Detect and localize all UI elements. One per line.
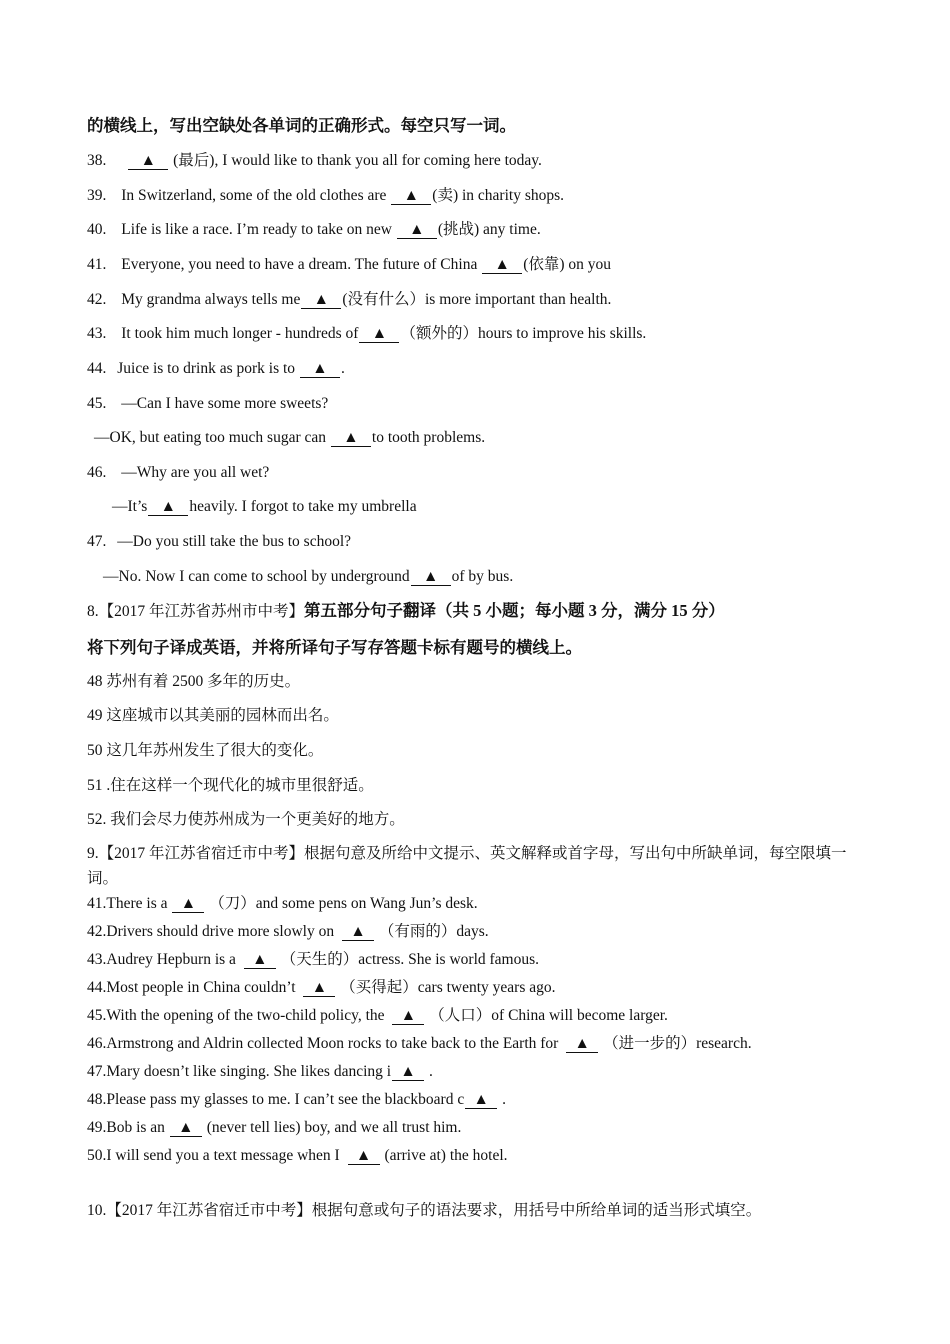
question-text-after: (没有什么）is more important than health. (342, 291, 612, 308)
question-text-after: (依靠) on you (523, 256, 612, 273)
question-39 (87, 186, 564, 206)
question-46 (87, 463, 269, 483)
question-number: 40. (87, 221, 107, 238)
fill-item-45 (87, 1006, 668, 1026)
question-text-after: (卖) in charity shops. (432, 187, 565, 204)
question-text-before: It took him much longer - hundreds of (121, 325, 359, 342)
question-text-after: (最后), I would like to thank you all for coming here today. (173, 152, 542, 169)
answer-blank[interactable]: ▲ (348, 1148, 380, 1165)
fill-text-before: 45.With the opening of the two-child policy, the (87, 1007, 385, 1024)
translation-item-51: 51 .住在这样一个现代化的城市里很舒适。 (87, 777, 374, 794)
fill-text-after: （进一步的）research. (603, 1035, 752, 1052)
fill-text-after: （买得起）cars twenty years ago. (340, 979, 556, 996)
answer-blank[interactable]: ▲ (244, 952, 276, 969)
answer-blank[interactable]: ▲ (482, 257, 522, 274)
question-text-before: My grandma always tells me (121, 291, 301, 308)
answer-blank[interactable]: ▲ (172, 896, 204, 913)
fill-item-44 (87, 978, 556, 998)
question-text-before: Juice is to drink as pork is to (117, 360, 296, 377)
question-44 (87, 359, 345, 379)
dialog-answer-after: to tooth problems. (371, 429, 486, 446)
section-8-source: 8.【2017 年江苏省苏州市中考】 (87, 603, 305, 620)
dialog-answer-after: heavily. I forgot to take my umbrella (189, 498, 417, 515)
answer-blank[interactable]: ▲ (331, 430, 371, 447)
answer-blank[interactable]: ▲ (170, 1120, 202, 1137)
fill-text-before: 49.Bob is an (87, 1119, 165, 1136)
question-number: 47. (87, 533, 107, 550)
answer-blank[interactable]: ▲ (148, 499, 188, 516)
answer-blank[interactable]: ▲ (359, 326, 399, 343)
fill-text-before: 47.Mary doesn’t like singing. She likes dancing i (87, 1063, 392, 1080)
fill-text-after: （刀）and some pens on Wang Jun’s desk. (209, 895, 478, 912)
fill-text-after: （天生的）actress. She is world famous. (280, 951, 540, 968)
fill-text-before: 44.Most people in China couldn’t (87, 979, 296, 996)
question-47-answer (103, 567, 513, 587)
translation-item-49: 49 这座城市以其美丽的园林而出名。 (87, 707, 339, 724)
question-40 (87, 220, 541, 240)
question-number: 41. (87, 256, 107, 273)
fill-text-before: 46.Armstrong and Aldrin collected Moon rocks to take back to the Earth for (87, 1035, 559, 1052)
answer-blank[interactable]: ▲ (465, 1092, 497, 1109)
translation-item-50: 50 这几年苏州发生了很大的变化。 (87, 742, 324, 759)
question-47 (87, 532, 351, 552)
translation-item-48: 48 苏州有着 2500 多年的历史。 (87, 673, 301, 690)
answer-blank[interactable]: ▲ (411, 569, 451, 586)
fill-text-after: (arrive at) the hotel. (384, 1147, 508, 1164)
section-8-instruction: 将下列句子译成英语，并将所译句子写存答题卡标有题号的横线上。 (87, 638, 582, 657)
question-41 (87, 255, 611, 275)
question-43 (87, 324, 646, 344)
dialog-answer-before: —It’s (112, 498, 148, 515)
instruction-heading: 的横线上，写出空缺处各单词的正确形式。每空只写一词。 (87, 116, 516, 135)
question-text-after: (挑战) any time. (437, 221, 541, 238)
dialog-question: —Why are you all wet? (121, 464, 270, 481)
question-42 (87, 290, 611, 310)
fill-text-before: 43.Audrey Hepburn is a (87, 951, 236, 968)
question-text-before: Life is like a race. I’m ready to take on new (121, 221, 392, 238)
section-8-heading (87, 601, 725, 622)
dialog-answer-after: of by bus. (451, 568, 514, 585)
fill-item-49 (87, 1118, 461, 1138)
dialog-question: —Do you still take the bus to school? (117, 533, 352, 550)
dialog-answer-before: —No. Now I can come to school by underground (103, 568, 410, 585)
fill-text-before: 42.Drivers should drive more slowly on (87, 923, 335, 940)
question-number: 43. (87, 325, 107, 342)
fill-item-48 (87, 1090, 506, 1110)
fill-text-after: （有雨的）days. (378, 923, 489, 940)
question-text-before: Everyone, you need to have a dream. The future of China (121, 256, 478, 273)
question-38 (87, 151, 542, 171)
answer-blank[interactable]: ▲ (392, 1008, 424, 1025)
fill-text-before: 50.I will send you a text message when I (87, 1147, 340, 1164)
question-text-after: （额外的）hours to improve his skills. (400, 325, 647, 342)
fill-item-50 (87, 1146, 508, 1166)
answer-blank[interactable]: ▲ (128, 153, 168, 170)
question-number: 46. (87, 464, 107, 481)
dialog-question: —Can I have some more sweets? (121, 395, 329, 412)
question-number: 42. (87, 291, 107, 308)
fill-text-after: . (428, 1063, 433, 1080)
answer-blank[interactable]: ▲ (342, 924, 374, 941)
answer-blank[interactable]: ▲ (392, 1064, 424, 1081)
question-text-before: In Switzerland, some of the old clothes are (121, 187, 387, 204)
question-number: 45. (87, 395, 107, 412)
question-number: 39. (87, 187, 107, 204)
fill-text-after: (never tell lies) boy, and we all trust him. (206, 1119, 462, 1136)
section-9-heading: 9.【2017 年江苏省宿迁市中考】根据句意及所给中文提示、英文解释或首字母，写出句中所缺单词，每空限填一词。 (87, 845, 847, 887)
section-8-title: 第五部分句子翻译（共 5 小题；每小题 3 分，满分 15 分） (304, 601, 725, 620)
question-45-answer (94, 428, 485, 448)
question-number: 38. (87, 152, 107, 169)
fill-item-47 (87, 1062, 433, 1082)
section-10-heading: 10.【2017 年江苏省宿迁市中考】根据句意或句子的语法要求，用括号中所给单词的适当形式填空。 (87, 1202, 762, 1219)
fill-item-42 (87, 922, 489, 942)
answer-blank[interactable]: ▲ (301, 292, 341, 309)
answer-blank[interactable]: ▲ (300, 361, 340, 378)
dialog-answer-before: —OK, but eating too much sugar can (94, 429, 327, 446)
answer-blank[interactable]: ▲ (303, 980, 335, 997)
fill-item-46 (87, 1034, 752, 1054)
fill-item-41 (87, 894, 478, 914)
question-text-after: . (340, 360, 345, 377)
fill-text-after: . (502, 1091, 506, 1108)
fill-text-before: 41.There is a (87, 895, 168, 912)
question-45 (87, 394, 328, 414)
fill-text-after: （人口）of China will become larger. (429, 1007, 668, 1024)
answer-blank[interactable]: ▲ (566, 1036, 598, 1053)
answer-blank[interactable]: ▲ (397, 222, 437, 239)
translation-item-52: 52. 我们会尽力使苏州成为一个更美好的地方。 (87, 811, 405, 828)
fill-text-before: 48.Please pass my glasses to me. I can’t see the blackboard c (87, 1091, 465, 1108)
fill-item-43 (87, 950, 539, 970)
question-number: 44. (87, 360, 107, 377)
answer-blank[interactable]: ▲ (391, 188, 431, 205)
question-46-answer (112, 497, 417, 517)
